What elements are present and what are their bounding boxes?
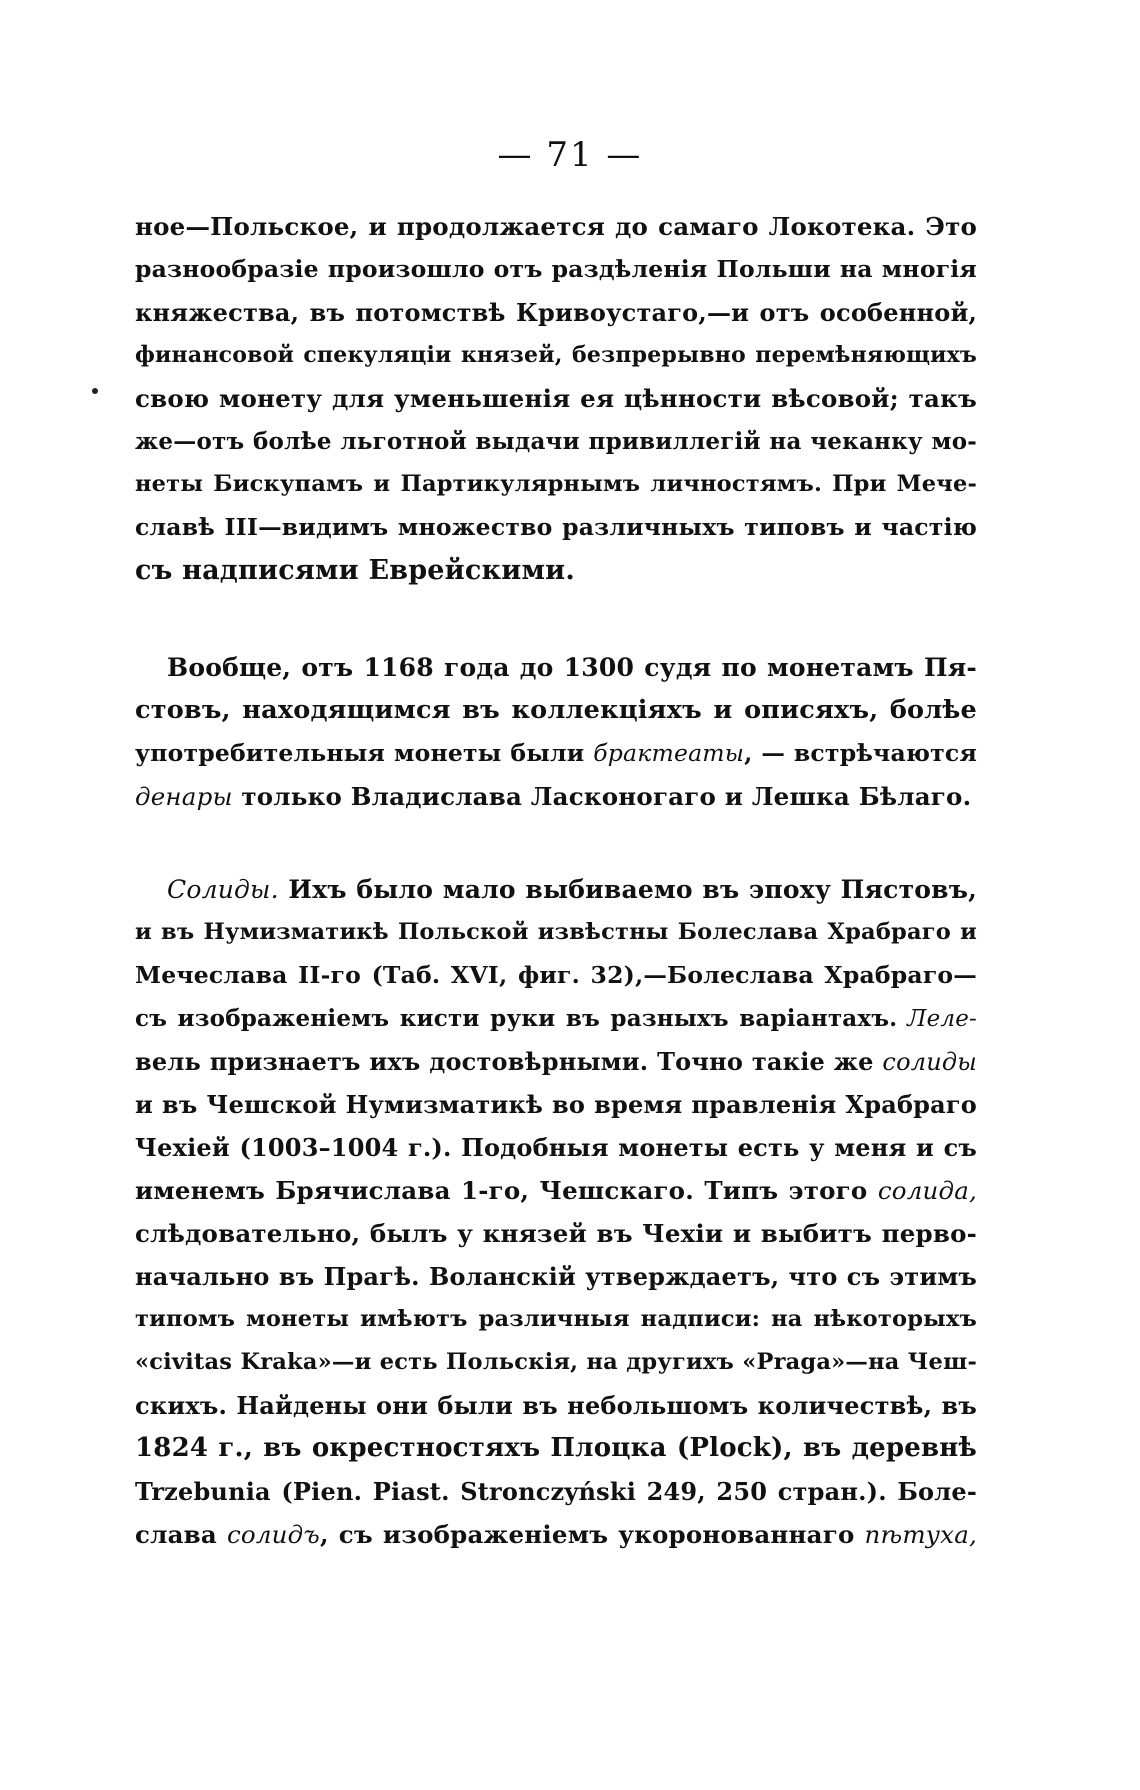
text-line: и въ Нумизматикѣ Польской извѣстны Болеслава Храбраго и — [135, 919, 977, 945]
text-line: славѣ III—видимъ множество различныхъ типовъ и частію — [135, 513, 977, 541]
text-run: именемъ Брячислава 1-го, Чешскаго. Типъ этого — [135, 1176, 868, 1205]
text-run: , съ изображеніемъ укоронованнаго — [319, 1520, 855, 1549]
text-run: употребительныя монеты были — [135, 739, 585, 767]
text-line — [135, 868, 977, 911]
italic-term: солидъ — [227, 1520, 320, 1549]
italic-term: брактеаты — [593, 739, 745, 767]
text-line: типомъ монеты имѣютъ различныя надписи: на нѣкоторыхъ — [135, 1306, 977, 1332]
text-line: неты Бискупамъ и Партикулярнымъ личностямъ. При Мече- — [135, 471, 977, 497]
text-run: , — встрѣчаются — [744, 739, 978, 767]
margin-mark — [92, 388, 98, 394]
text-line — [135, 1040, 977, 1083]
text-run: Ихъ было мало выбиваемо въ эпоху Пястовъ, — [278, 875, 977, 904]
text-run: только Владислава Ласконогаго и Лешка Бѣлаго. — [232, 782, 972, 811]
text-line: начально въ Прагѣ. Воланскій утверждаетъ, что съ этимъ — [135, 1262, 977, 1291]
paragraph-1 — [135, 205, 977, 592]
text-line: Вообще, отъ 1168 года до 1300 судя по монетамъ Пя- — [167, 653, 977, 682]
text-line: скихъ. Найдены они были въ небольшомъ количествѣ, въ — [135, 1391, 977, 1420]
text-line: Trzebunia (Pien. Piast. Stronczyński 249, 250 стран.). Боле- — [135, 1477, 977, 1506]
text-line: стовъ, находящимся въ коллекціяхъ и описяхъ, болѣе — [135, 695, 977, 725]
text-run: вель признаетъ ихъ достовѣрными. Точно такіе же — [135, 1047, 874, 1076]
italic-term: пѣтуха, — [864, 1520, 977, 1549]
text-line — [135, 997, 977, 1040]
text-line: слѣдовательно, былъ у князей въ Чехіи и выбитъ перво- — [135, 1219, 977, 1248]
text-line — [135, 775, 977, 818]
text-line: «civitas Kraka»—и есть Польскія, на другихъ «Praga»—на Чеш- — [135, 1349, 977, 1375]
text-line: съ надписями Еврейскими. — [135, 555, 575, 586]
italic-term: солиды — [882, 1048, 978, 1076]
page-number: — 71 — — [497, 135, 643, 175]
text-line: разнообразіе произошло отъ раздѣленія Польши на многія — [135, 255, 977, 283]
italic-term: Леле- — [897, 1006, 978, 1032]
text-line: и въ Чешской Нумизматикѣ во время правленія Храбраго — [135, 1090, 977, 1119]
text-run: слава — [135, 1520, 217, 1549]
text-line — [135, 732, 977, 775]
text-line: финансовой спекуляціи князей, безпрерывно перемѣняющихъ — [135, 342, 977, 368]
text-line: ное—Польское, и продолжается до самаго Локотека. Это — [135, 212, 977, 241]
text-line: 1824 г., въ окрестностяхъ Плоцка (Plock), въ деревнѣ — [135, 1433, 977, 1463]
italic-term: солида, — [877, 1176, 978, 1205]
text-line: княжества, въ потомствѣ Кривоустаго,—и отъ особенной, — [135, 298, 977, 327]
text-line: же—отъ болѣе льготной выдачи привиллегій на чеканку мо- — [135, 428, 977, 455]
paragraph-2 — [135, 646, 977, 818]
text-line — [135, 1169, 977, 1212]
text-line: Чехіей (1003–1004 г.). Подобныя монеты есть у меня и съ — [135, 1133, 977, 1162]
italic-term: Солиды. — [167, 875, 279, 904]
text-line: Мечеслава II-го (Таб. XVI, фиг. 32),—Болеслава Храбраго— — [135, 961, 977, 989]
text-line: свою монету для уменьшенія ея цѣнности вѣсовой; такъ — [135, 384, 977, 413]
italic-term: денары — [135, 782, 233, 811]
paragraph-3 — [135, 868, 977, 1556]
text-run: съ изображеніемъ кисти руки въ разныхъ варіантахъ. — [135, 1005, 898, 1032]
text-line — [135, 1513, 977, 1556]
